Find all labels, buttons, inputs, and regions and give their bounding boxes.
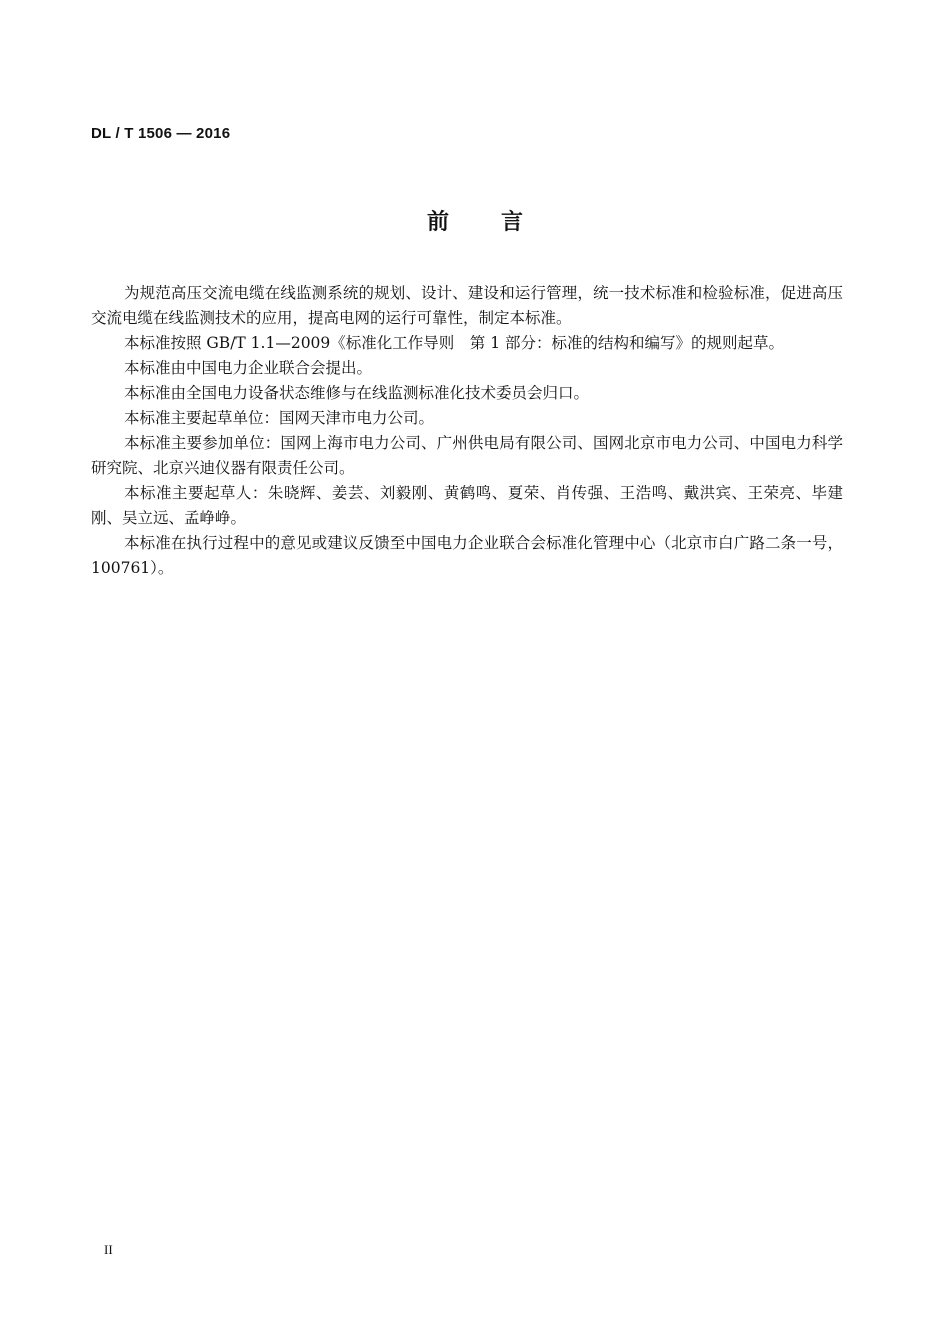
paragraph-participating-units: 本标准主要参加单位：国网上海市电力公司、广州供电局有限公司、国网北京市电力公司、中国电力科学研究院、北京兴迪仪器有限责任公司。	[91, 434, 843, 477]
paragraph-main-drafters: 本标准主要起草人：朱晓辉、姜芸、刘毅刚、黄鹤鸣、夏荣、肖传强、王浩鸣、戴洪宾、王荣亮、毕建刚、吴立远、孟峥峥。	[91, 484, 843, 527]
paragraph-main-drafting-unit: 本标准主要起草单位：国网天津市电力公司。	[124, 409, 435, 427]
page-number: II	[104, 1242, 113, 1257]
paragraph-drafting-rules: 本标准按照 GB/T 1.1—2009《标准化工作导则 第 1 部分：标准的结构和编写》的规则起草。	[124, 334, 785, 352]
paragraph-purpose: 为规范高压交流电缆在线监测系统的规划、设计、建设和运行管理，统一技术标准和检验标准，促进高压交流电缆在线监测技术的应用，提高电网的运行可靠性，制定本标准。	[91, 284, 843, 327]
paragraph-feedback: 本标准在执行过程中的意见或建议反馈至中国电力企业联合会标准化管理中心（北京市白广路二条一号，100761）。	[91, 534, 843, 577]
title-char-1: 前	[426, 210, 449, 235]
title-char-2: 言	[501, 210, 524, 235]
standard-code: DL / T 1506 — 2016	[91, 125, 231, 142]
foreword-body	[91, 281, 843, 581]
paragraph-proposer: 本标准由中国电力企业联合会提出。	[124, 359, 373, 377]
paragraph-administrator: 本标准由全国电力设备状态维修与在线监测标准化技术委员会归口。	[124, 384, 590, 402]
page-title	[0, 205, 950, 236]
